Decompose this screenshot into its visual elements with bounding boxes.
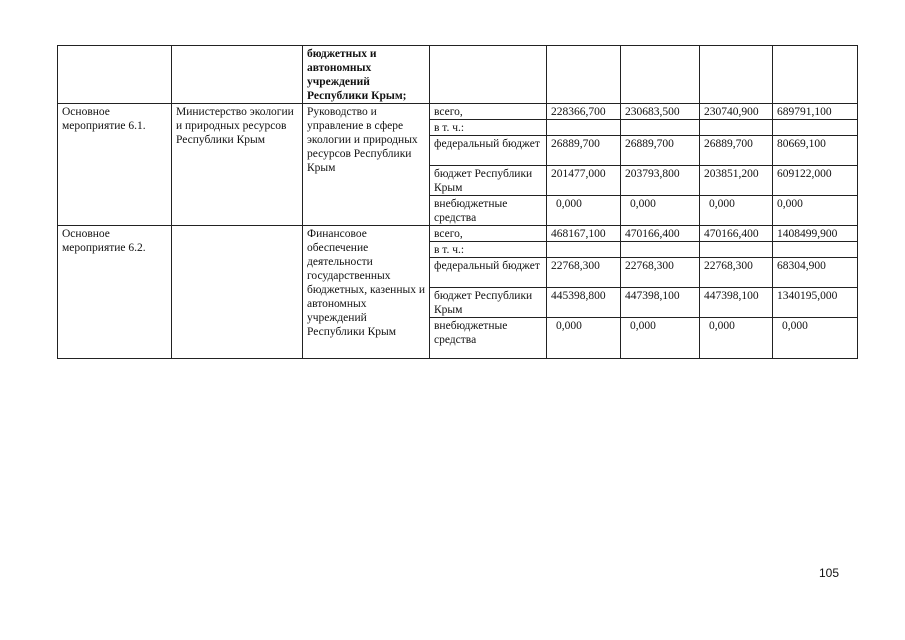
value-cell <box>700 242 773 258</box>
value-cell: 203851,200 <box>700 166 773 196</box>
source-cell: внебюджетные средства <box>430 196 547 226</box>
value-cell: 1408499,900 <box>773 226 858 242</box>
value-cell: 0,000 <box>621 196 700 226</box>
source-cell: всего, <box>430 226 547 242</box>
table-cell <box>172 46 303 104</box>
value-cell: 228366,700 <box>547 104 621 120</box>
value-cell: 0,000 <box>621 318 700 359</box>
source-cell: в т. ч.: <box>430 242 547 258</box>
table-cell <box>547 46 621 104</box>
value-cell: 447398,100 <box>621 288 700 318</box>
executor-cell: Министерство экологии и природных ресурсов Республики Крым <box>172 104 303 226</box>
value-cell: 1340195,000 <box>773 288 858 318</box>
value-cell: 0,000 <box>773 318 858 359</box>
value-cell: 470166,400 <box>700 226 773 242</box>
table-cell <box>430 46 547 104</box>
source-cell: в т. ч.: <box>430 120 547 136</box>
page-number: 105 <box>819 566 840 580</box>
value-cell: 230740,900 <box>700 104 773 120</box>
value-cell: 68304,900 <box>773 258 858 288</box>
value-cell: 0,000 <box>547 196 621 226</box>
value-cell <box>621 242 700 258</box>
activity-cell: Финансовое обеспечение деятельности государственных бюджетных, казенных и автономных учреждений Республики Крым <box>303 226 430 359</box>
table-cell <box>621 46 700 104</box>
value-cell <box>621 120 700 136</box>
activity-cell: бюджетных и автономных учреждений Республики Крым; <box>303 46 430 104</box>
table-cell <box>773 46 858 104</box>
value-cell: 0,000 <box>547 318 621 359</box>
value-cell: 470166,400 <box>621 226 700 242</box>
value-cell: 22768,300 <box>621 258 700 288</box>
table-cell <box>58 46 172 104</box>
source-cell: федеральный бюджет <box>430 258 547 288</box>
value-cell <box>773 242 858 258</box>
table-row <box>58 226 858 242</box>
source-cell: бюджет Республики Крым <box>430 288 547 318</box>
table-cell <box>700 46 773 104</box>
source-cell: федеральный бюджет <box>430 136 547 166</box>
source-cell: внебюджетные средства <box>430 318 547 359</box>
value-cell: 447398,100 <box>700 288 773 318</box>
value-cell: 203793,800 <box>621 166 700 196</box>
value-cell: 445398,800 <box>547 288 621 318</box>
value-cell <box>773 120 858 136</box>
value-cell: 0,000 <box>773 196 858 226</box>
value-cell: 26889,700 <box>621 136 700 166</box>
value-cell: 22768,300 <box>700 258 773 288</box>
source-cell: всего, <box>430 104 547 120</box>
value-cell: 26889,700 <box>700 136 773 166</box>
value-cell: 468167,100 <box>547 226 621 242</box>
value-cell: 22768,300 <box>547 258 621 288</box>
value-cell: 609122,000 <box>773 166 858 196</box>
executor-cell <box>172 226 303 359</box>
value-cell: 230683,500 <box>621 104 700 120</box>
measure-cell: Основное мероприятие 6.2. <box>58 226 172 359</box>
value-cell: 689791,100 <box>773 104 858 120</box>
value-cell: 0,000 <box>700 318 773 359</box>
measure-cell: Основное мероприятие 6.1. <box>58 104 172 226</box>
value-cell: 0,000 <box>700 196 773 226</box>
value-cell <box>547 242 621 258</box>
value-cell <box>547 120 621 136</box>
table-row <box>58 104 858 120</box>
value-cell <box>700 120 773 136</box>
budget-table <box>57 45 858 359</box>
value-cell: 26889,700 <box>547 136 621 166</box>
activity-cell: Руководство и управление в сфере экологии и природных ресурсов Республики Крым <box>303 104 430 226</box>
value-cell: 80669,100 <box>773 136 858 166</box>
table-row <box>58 46 858 104</box>
source-cell: бюджет Республики Крым <box>430 166 547 196</box>
value-cell: 201477,000 <box>547 166 621 196</box>
